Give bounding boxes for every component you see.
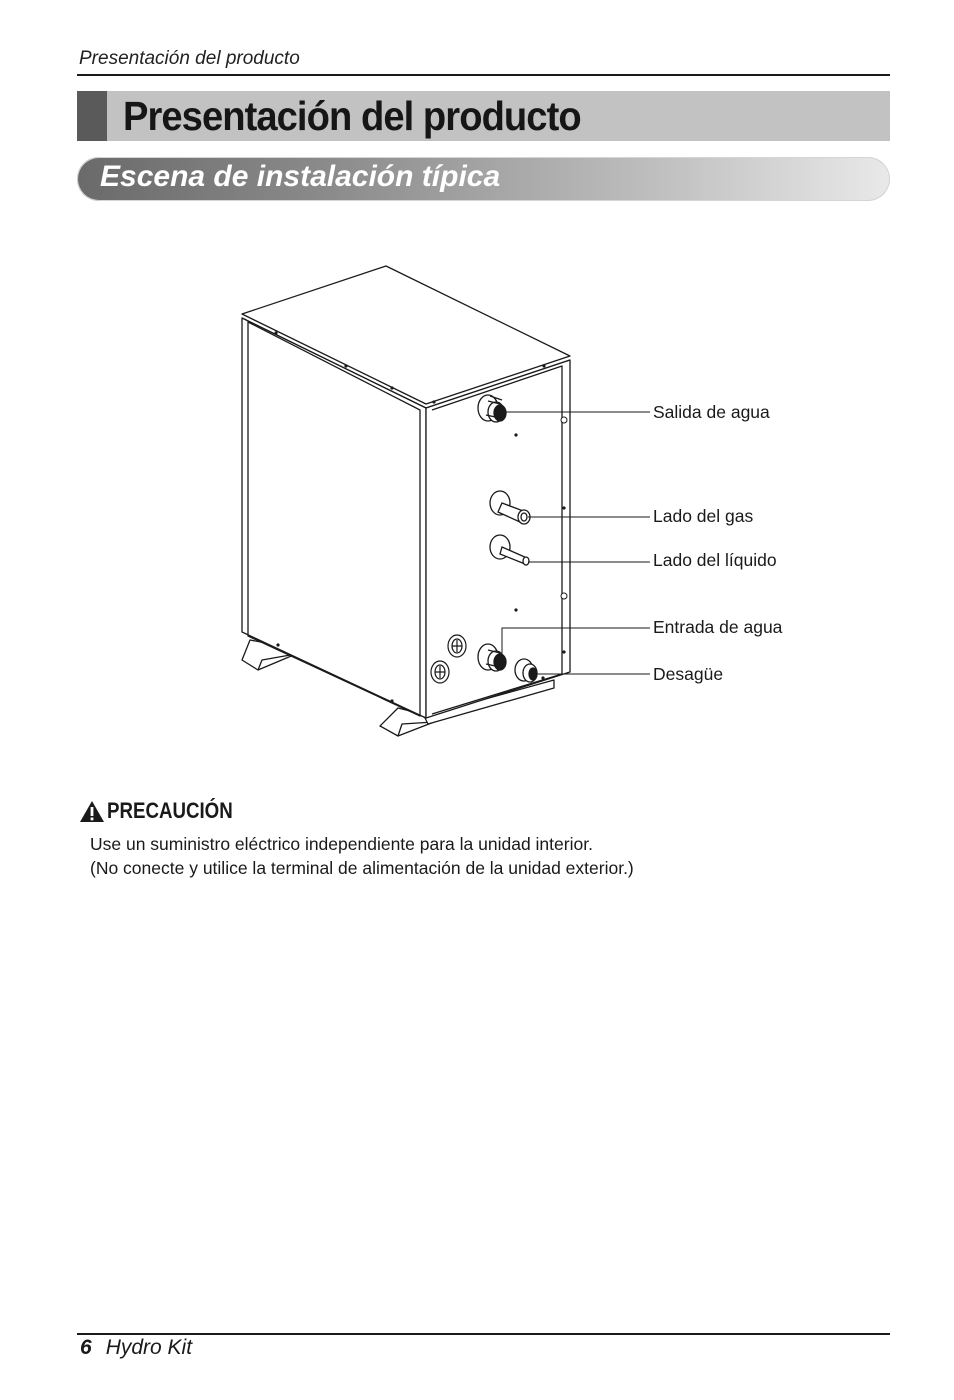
caution-line-1: Use un suministro eléctrico independiente para la unidad interior. bbox=[90, 834, 593, 854]
section-title: Escena de instalación típica bbox=[100, 160, 501, 193]
footer-rule bbox=[77, 1333, 890, 1335]
label-drain: Desagüe bbox=[653, 664, 724, 684]
cable-gland-lower bbox=[431, 661, 449, 683]
label-liquid-side: Lado del líquido bbox=[653, 550, 777, 570]
label-water-outlet: Salida de agua bbox=[653, 402, 770, 422]
running-header: Presentación del producto bbox=[79, 48, 300, 69]
caution-line-2: (No conecte y utilice la terminal de alimentación de la unidad exterior.) bbox=[90, 858, 634, 878]
warning-triangle-icon bbox=[79, 800, 105, 823]
product-name: Hydro Kit bbox=[105, 1336, 193, 1359]
label-water-inlet: Entrada de agua bbox=[653, 617, 783, 637]
cable-gland-upper bbox=[448, 635, 466, 657]
page-title: Presentación del producto bbox=[123, 93, 581, 139]
page-number: 6 bbox=[80, 1336, 92, 1359]
footer bbox=[80, 1336, 192, 1360]
label-gas-side: Lado del gas bbox=[653, 506, 754, 526]
caution-label: PRECAUCIÓN bbox=[107, 798, 233, 823]
